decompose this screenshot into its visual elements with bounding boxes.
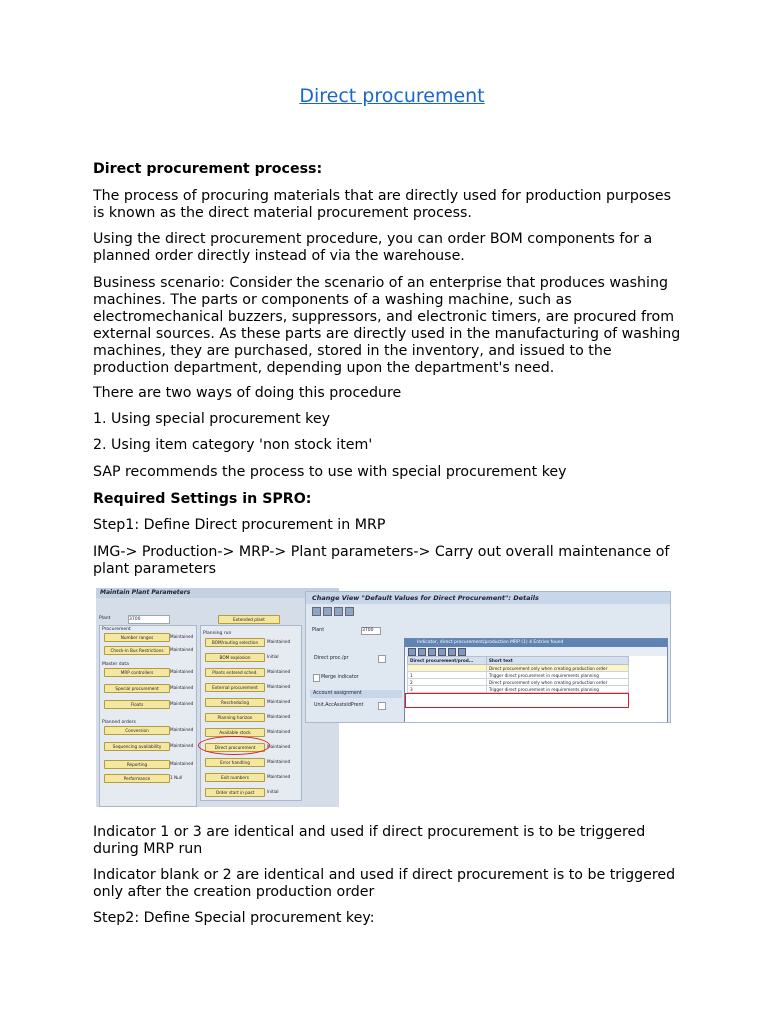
shot1-item: Check-in Bus Restrictions bbox=[104, 646, 170, 655]
shot2-title: Change View "Default Values for Direct Procurement": Details bbox=[306, 592, 671, 604]
shot1-group-label: Planned orders bbox=[102, 720, 136, 725]
popup-filter-icon bbox=[418, 648, 426, 656]
shot1-item: Planning horizon bbox=[205, 713, 265, 722]
shot1-item: Exit numbers bbox=[205, 773, 265, 782]
popup-row-key: 3 bbox=[408, 686, 487, 693]
shot1-item-status: Maintained bbox=[170, 743, 194, 748]
shot1-item-status: Maintained bbox=[170, 669, 194, 674]
step1-text: Step1: Define Direct procurement in MRP bbox=[93, 517, 386, 533]
shot1-item: Rescheduling bbox=[205, 698, 265, 707]
shot2-account-field bbox=[378, 702, 386, 710]
shot2-plant-label: Plant bbox=[312, 628, 325, 633]
popup-find-icon bbox=[438, 648, 446, 656]
popup-row bbox=[408, 665, 629, 672]
paragraph-indicator-1-3: Indicator 1 or 3 are identical and used if direct procurement is to be triggered during MRP run bbox=[93, 824, 646, 857]
toolbar-save-icon bbox=[323, 607, 332, 616]
popup-title: Indicator, direct procurement/production MRP (1) 4 Entries found bbox=[405, 639, 667, 647]
popup-table bbox=[407, 656, 629, 693]
paragraph-business-scenario: Business scenario: Consider the scenario of an enterprise that produces washing machines. The parts or components of a washing machine, such as electromechanical buzzers, suppressors, and electronic timers, are procured from external sources. As these parts are directly used in the manufacturing of washing machines, they are purchased, stored in the inventory, and issued to the production department, depending upon the department's need. bbox=[93, 275, 681, 376]
shot1-item-status: Maintained bbox=[267, 669, 291, 674]
popup-toolbar bbox=[405, 647, 667, 656]
shot1-group-label: Master data bbox=[102, 662, 129, 667]
shot1-extended-plant-button: Extended plant bbox=[218, 615, 280, 624]
shot2-merge-checkbox bbox=[313, 674, 320, 682]
shot2-account-field-label: Unit.AccAsstsIdPrent bbox=[314, 703, 364, 708]
shot1-item: Number ranges bbox=[104, 633, 170, 642]
red-highlight-oval bbox=[198, 736, 270, 755]
shot1-item: Floats bbox=[104, 700, 170, 709]
shot1-item-status: Maintained bbox=[267, 639, 291, 644]
shot1-item: BOM/routing selection bbox=[205, 638, 265, 647]
popup-row-key bbox=[408, 665, 487, 672]
toolbar-print-icon bbox=[345, 607, 354, 616]
shot2-plant-field: 3700 bbox=[361, 627, 381, 635]
shot2-merge-label: Merge indicator bbox=[321, 675, 359, 680]
shot2-direct-proc-label: Direct proc./pr bbox=[314, 656, 349, 661]
shot1-item: MRP controllers bbox=[104, 668, 170, 677]
screenshot-maintain-plant-parameters bbox=[96, 588, 339, 807]
shot2-account-bar bbox=[310, 690, 402, 698]
shot1-item-status: Maintained bbox=[267, 759, 291, 764]
shot1-plant-field: 3700 bbox=[128, 615, 170, 624]
popup-col-header: Direct procurement/prod... bbox=[408, 657, 487, 665]
shot1-item: External procurement bbox=[205, 683, 265, 692]
shot1-item-direct-procurement: Direct procurement bbox=[205, 743, 265, 752]
img-path-text: IMG-> Production-> MRP-> Plant parameters-> Carry out overall maintenance of plant parameters bbox=[93, 544, 670, 577]
toolbar-edit-icon bbox=[312, 607, 321, 616]
shot2-account-label: Account assignment bbox=[313, 691, 362, 696]
shot1-item-status: Maintained bbox=[170, 761, 194, 766]
shot1-title: Maintain Plant Parameters bbox=[96, 588, 339, 598]
shot1-item: Order start in past bbox=[205, 788, 265, 797]
list-item-special-procurement-key: 1. Using special procurement key bbox=[93, 411, 330, 427]
toolbar-back-icon bbox=[334, 607, 343, 616]
shot1-item-status: Initial bbox=[267, 789, 279, 794]
shot1-item-status: Initial bbox=[267, 654, 279, 659]
popup-copy-icon bbox=[448, 648, 456, 656]
shot1-item: Conversion bbox=[104, 726, 170, 735]
section-heading-direct-procurement-process: Direct procurement process: bbox=[93, 161, 323, 177]
popup-row-key: 1 bbox=[408, 672, 487, 679]
paragraph-bom-components: Using the direct procurement procedure, you can order BOM components for a planned order directly instead of via the warehouse. bbox=[93, 231, 653, 264]
popup-col-header: Short text bbox=[486, 657, 628, 665]
shot1-item-status: Maintained bbox=[170, 701, 194, 706]
popup-row bbox=[408, 686, 629, 693]
shot1-group-label: Planning run bbox=[203, 631, 232, 636]
shot2-popup-indicator-list bbox=[404, 638, 668, 723]
shot1-item: Sequencing availability bbox=[104, 742, 170, 751]
paragraph-definition: The process of procuring materials that are directly used for production purposes is known as the direct material procurement process. bbox=[93, 188, 672, 221]
shot1-item-status: Maintained bbox=[267, 684, 291, 689]
list-item-non-stock-item: 2. Using item category 'non stock item' bbox=[93, 437, 373, 453]
popup-row bbox=[408, 672, 629, 679]
shot1-group-label: Procurement bbox=[102, 627, 131, 632]
popup-row-key: 2 bbox=[408, 679, 487, 686]
popup-cancel-icon bbox=[458, 648, 466, 656]
shot1-item: Special procurement bbox=[104, 684, 170, 693]
popup-row-text: Trigger direct procurement in requirements planning bbox=[486, 672, 628, 679]
shot1-item: Reporting bbox=[104, 760, 170, 769]
popup-row-text: Direct procurement only when creating production order bbox=[486, 665, 628, 672]
popup-row-text: Direct procurement only when creating production order bbox=[486, 679, 628, 686]
popup-sort-icon bbox=[428, 648, 436, 656]
shot1-item-status: Maintained bbox=[170, 647, 194, 652]
shot1-item-status: Maintained bbox=[267, 714, 291, 719]
shot1-item-status: Maintained bbox=[170, 685, 194, 690]
popup-row-text: Trigger direct procurement in requirements planning bbox=[486, 686, 628, 693]
shot1-item: Plants entered sched. bbox=[205, 668, 265, 677]
shot1-item: Error handling bbox=[205, 758, 265, 767]
screenshot-change-view-direct-procurement bbox=[305, 591, 671, 723]
shot1-item-status: Maintained bbox=[267, 774, 291, 779]
shot1-plant-label: Plant bbox=[99, 616, 111, 621]
shot1-right-group bbox=[200, 625, 302, 801]
section-heading-required-settings: Required Settings in SPRO: bbox=[93, 491, 312, 507]
shot1-item: Available stock bbox=[205, 728, 265, 737]
shot2-direct-proc-field bbox=[378, 655, 386, 663]
shot1-item-status: Maintained bbox=[267, 744, 291, 749]
paragraph-indicator-blank-2: Indicator blank or 2 are identical and used if direct procurement is to be triggered only after the creation production order bbox=[93, 867, 676, 900]
popup-check-icon bbox=[408, 648, 416, 656]
red-highlight-box bbox=[405, 693, 629, 708]
shot2-toolbar bbox=[306, 606, 670, 616]
shot1-item-status: Maintained bbox=[267, 699, 291, 704]
shot1-item-status: Maintained bbox=[170, 727, 194, 732]
paragraph-two-ways: There are two ways of doing this procedure bbox=[93, 385, 402, 401]
shot1-item: BOM explosion bbox=[205, 653, 265, 662]
step2-text: Step2: Define Special procurement key: bbox=[93, 910, 375, 926]
page-title[interactable]: Direct procurement bbox=[299, 85, 485, 107]
shot1-item-status: Maintained bbox=[170, 634, 194, 639]
shot1-item-status: 1 Null bbox=[170, 775, 183, 780]
paragraph-sap-recommendation: SAP recommends the process to use with special procurement key bbox=[93, 464, 567, 480]
shot1-item-status: Maintained bbox=[267, 729, 291, 734]
popup-row bbox=[408, 679, 629, 686]
shot1-left-group bbox=[99, 625, 197, 807]
shot1-item: Performance bbox=[104, 774, 170, 783]
